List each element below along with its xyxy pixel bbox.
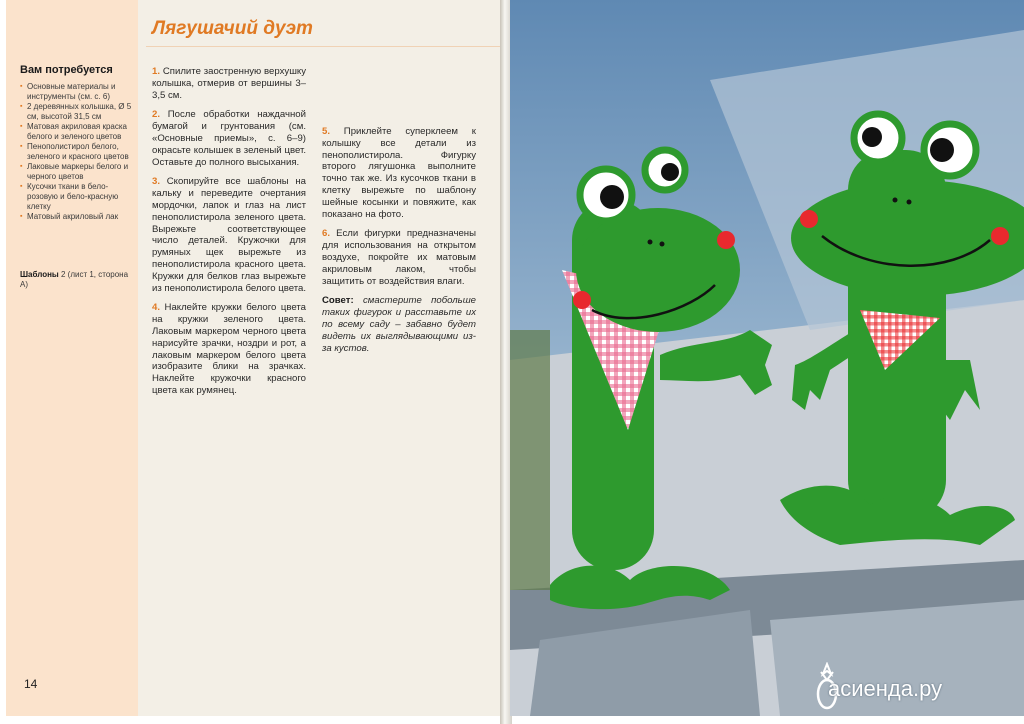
frogs-photo	[510, 0, 1024, 716]
step-number: 2.	[152, 109, 161, 121]
frog-nostril	[907, 200, 912, 205]
tip-text: смастерите побольше таких фигурок и расставьте их по всему саду – забавно будет видеть их выглядывающими из-за кустов.	[322, 295, 477, 354]
frog-cheek	[991, 227, 1009, 245]
materials-list	[20, 82, 136, 222]
templates-note	[20, 270, 136, 290]
frog-nostril	[893, 198, 898, 203]
step-text: Скопируйте все шаблоны на кальку и переведите очертания мордочки, лапок и глаз на лист пенополистирола зеленого цвета. Вырежьте соответствующее число деталей. Кружочки для румяных щек вырежьте из пенополистирола красного цвета. Кружки для белков глаз вырежьте из пенополистирола белого цвета.	[152, 176, 306, 294]
step-text: Если фигурки предназначены для использования на открытом воздухе, покройте их матовым акриловым лаком, чтобы защитить от воздействия влаги.	[322, 228, 476, 287]
material-item: ▪ Лаковые маркеры белого и черного цветов	[20, 162, 136, 182]
frog-cheek	[573, 291, 591, 309]
step-text: Приклейте суперклеем к колышку все детали из пенополистирола. Фигурку второго лягушонка выполните точно так же. Из кусочков ткани в клетку вырежьте по шаблону шейные косынки и повяжите, как показано на фото.	[322, 126, 476, 220]
step-text: После обработки наждачной бумагой и грунтования (см. «Основные приемы», с. 6–9) окрасьте колышек в зеленый цвет. Оставьте до полного высыхания.	[152, 109, 306, 168]
templates-value: 2 (лист 1, сторона А)	[20, 270, 129, 289]
materials-sidebar	[6, 0, 138, 716]
step-text: Наклейте кружки белого цвета на кружки зеленого цвета. Лаковым маркером черного цвета нарисуйте зрачки, ноздри и рот, а лаковым маркером белого цвета изобразите блики на зрачках. Наклейте кружочки красного цвета как румянец.	[152, 302, 306, 396]
step-number: 1.	[152, 66, 161, 77]
page-number: 14	[24, 677, 38, 691]
material-item: ▪ Матовый акриловый лак	[20, 212, 136, 222]
photo-page	[510, 0, 1024, 716]
step-6	[322, 228, 476, 287]
frog-pupil	[661, 163, 679, 181]
step-4-continuation-space	[322, 66, 476, 126]
frog-pupil	[600, 185, 624, 209]
material-item: ▪ Основные материалы и инструменты (см. с. 6)	[20, 82, 136, 102]
frog-pupil	[862, 127, 882, 147]
step-number: 6.	[322, 228, 331, 240]
left-page	[6, 0, 504, 716]
moss	[510, 330, 550, 590]
step-number: 5.	[322, 126, 331, 137]
material-item: ▪ Пенополистирол белого, зеленого и красного цветов	[20, 142, 136, 162]
frog-nostril	[648, 240, 653, 245]
frog-pupil	[930, 138, 954, 162]
watermark-text: асиенда.ру	[828, 676, 943, 701]
step-5	[322, 126, 476, 220]
step-4	[152, 302, 306, 396]
step-3	[152, 176, 306, 294]
material-item: ▪ Матовая акриловая краска белого и зеленого цветов	[20, 122, 136, 142]
material-item: ▪ Кусочки ткани в бело-розовую и бело-красную клетку	[20, 182, 136, 212]
templates-label: Шаблоны	[20, 270, 59, 279]
frog-cheek	[800, 210, 818, 228]
step-1	[152, 66, 306, 101]
step-2	[152, 109, 306, 168]
frog-nostril	[660, 242, 665, 247]
material-item: ▪ 2 деревянных колышка, Ø 5 см, высотой 31,5 см	[20, 102, 136, 122]
materials-title: Вам потребуется	[20, 64, 113, 76]
frog-cheek	[717, 231, 735, 249]
tip-label: Совет:	[322, 295, 354, 307]
step-number: 3.	[152, 176, 161, 188]
instructions-column-2	[322, 66, 476, 362]
instructions-column-1	[152, 66, 306, 405]
page-title: Лягушачий дуэт	[152, 18, 313, 39]
step-number: 4.	[152, 302, 161, 314]
step-text: Спилите заостренную верхушку колышка, отмерив от вершины 3–3,5 см.	[152, 66, 307, 101]
title-divider	[146, 46, 504, 47]
tip	[322, 295, 476, 354]
